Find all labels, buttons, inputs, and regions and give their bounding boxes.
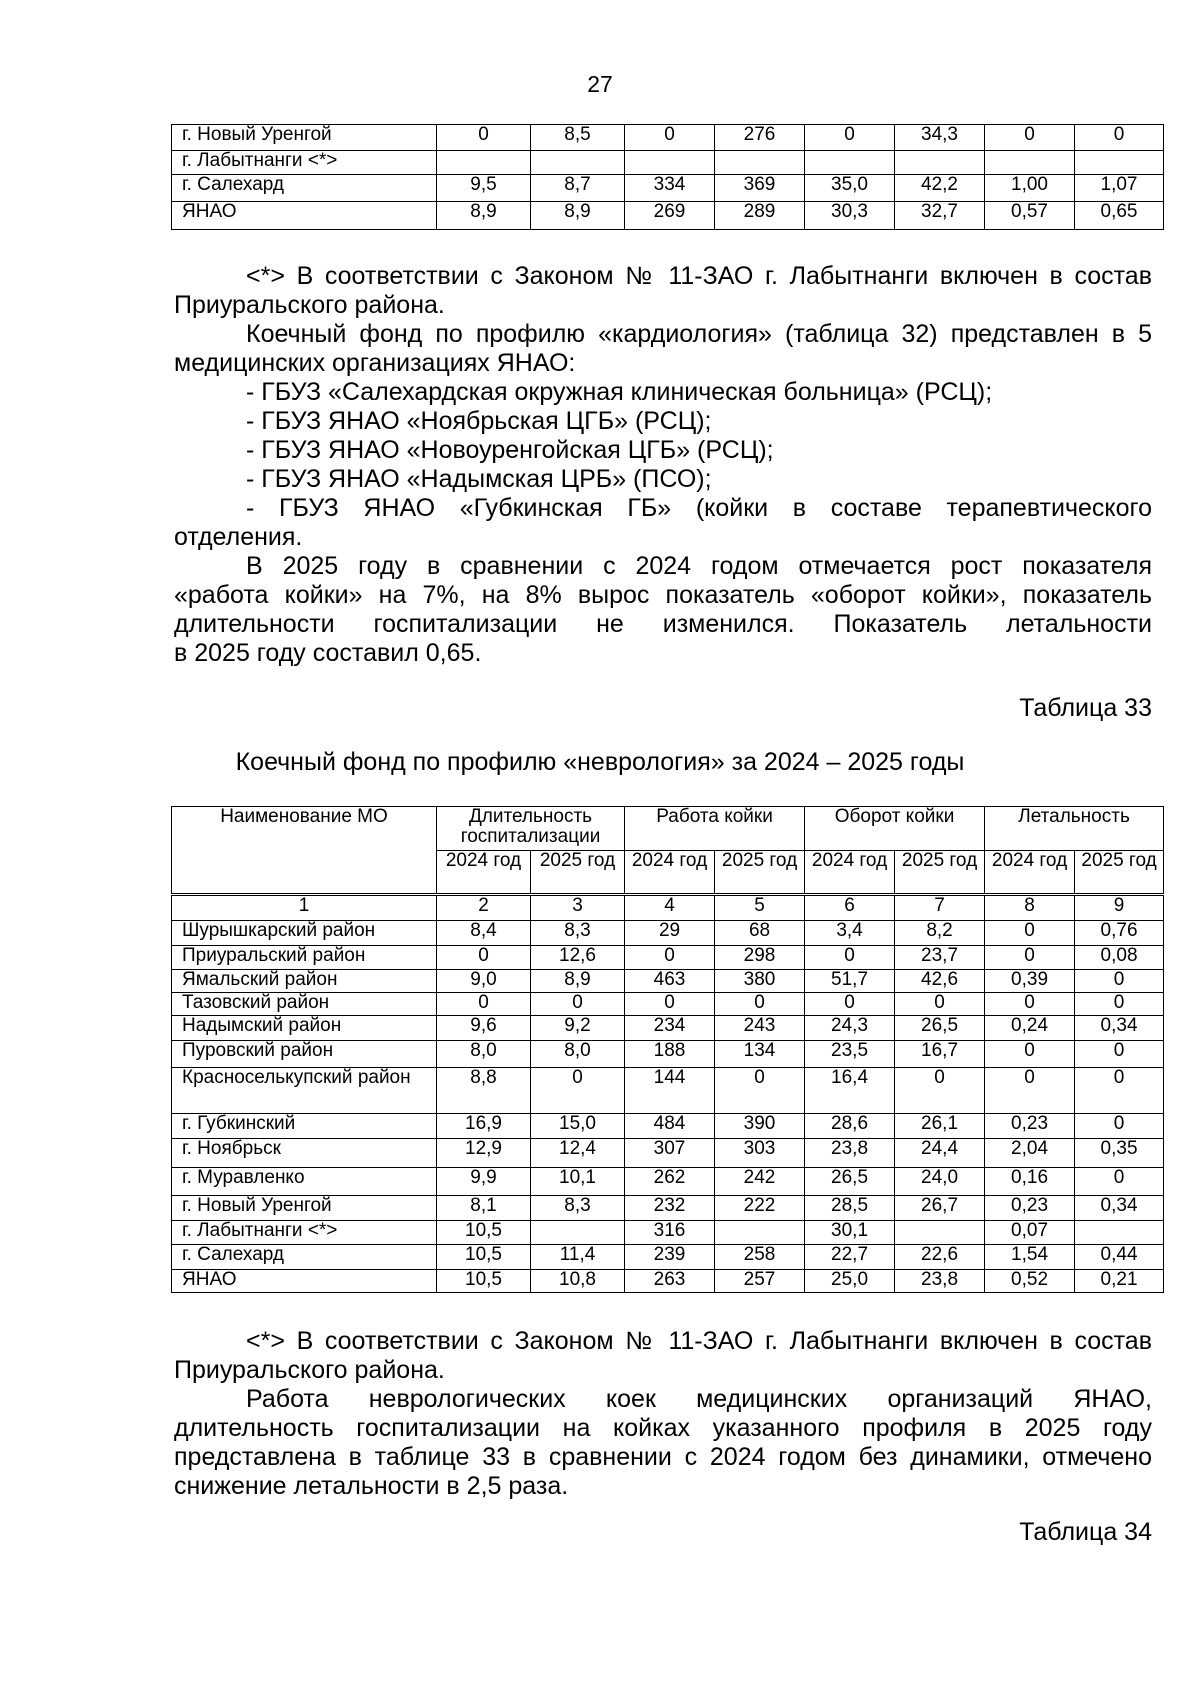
row-name: г. Салехард [172, 175, 437, 202]
list-item: - ГБУЗ ЯНАО «Надымская ЦРБ» (ПСО); [246, 465, 712, 493]
table-cell: 0 [1075, 970, 1164, 993]
table-cell: 0 [625, 993, 715, 1016]
table-row [172, 202, 1164, 230]
table-row [172, 1139, 1164, 1168]
column-number: 7 [895, 895, 985, 921]
table-cell: 1,07 [1075, 175, 1164, 202]
header-group: Работа койки [625, 807, 805, 851]
summary-line: снижение летальности в 2,5 раза. [174, 1472, 569, 1500]
table-row [172, 1114, 1164, 1139]
table-cell: 32,7 [895, 202, 985, 230]
table-cell: 0 [985, 1041, 1075, 1068]
row-name: Приуральский район [172, 946, 437, 970]
table-cell: 29 [625, 921, 715, 946]
row-name: г. Губкинский [172, 1114, 437, 1139]
table-cell: 8,1 [437, 1196, 531, 1221]
table-cell: 23,7 [895, 946, 985, 970]
table-cell: 8,9 [531, 970, 625, 993]
table-cell: 0,16 [985, 1168, 1075, 1196]
header-year: 2025 год [715, 851, 805, 895]
table-cell: 26,5 [895, 1016, 985, 1041]
summary-line: В 2025 году в сравнении с 2024 годом отмечается рост показателя [246, 552, 1152, 580]
table-cell: 30,3 [805, 202, 895, 230]
row-name: ЯНАО [172, 1270, 437, 1293]
table-cell: 15,0 [531, 1114, 625, 1139]
table-row [172, 993, 1164, 1016]
table-32-continuation [171, 124, 1164, 230]
table-cell: 0,44 [1075, 1245, 1164, 1270]
column-number: 8 [985, 895, 1075, 921]
table-cell [895, 1221, 985, 1245]
row-name: Шурышкарский район [172, 921, 437, 946]
table-cell: 463 [625, 970, 715, 993]
table-row [172, 151, 1164, 175]
table-cell: 26,5 [805, 1168, 895, 1196]
table-cell: 8,4 [437, 921, 531, 946]
table-cell: 0,23 [985, 1114, 1075, 1139]
table-cell: 0 [985, 125, 1075, 151]
list-item: - ГБУЗ «Салехардская окружная клиническая больница» (РСЦ); [246, 378, 993, 406]
table-cell: 28,5 [805, 1196, 895, 1221]
table-cell: 380 [715, 970, 805, 993]
table-cell: 0 [985, 946, 1075, 970]
table-row [172, 1245, 1164, 1270]
row-name: г. Ноябрьск [172, 1139, 437, 1168]
table-cell [805, 151, 895, 175]
table-cell: 26,1 [895, 1114, 985, 1139]
table-cell: 0 [985, 1068, 1075, 1114]
row-name: Красноселькупский район [172, 1068, 437, 1114]
table-cell: 0,23 [985, 1196, 1075, 1221]
row-name: г. Лабытнанги <*> [172, 151, 437, 175]
table-cell: 0 [895, 993, 985, 1016]
header-group: Оборот койки [805, 807, 985, 851]
row-name: Пуровский район [172, 1041, 437, 1068]
table-cell: 0,39 [985, 970, 1075, 993]
column-number: 5 [715, 895, 805, 921]
table-cell: 0 [1075, 993, 1164, 1016]
table-row [172, 1168, 1164, 1196]
table-cell: 8,8 [437, 1068, 531, 1114]
list-item: - ГБУЗ ЯНАО «Ноябрьская ЦГБ» (РСЦ); [246, 407, 712, 435]
table-row [172, 1221, 1164, 1245]
header-group: Длительность госпитализации [437, 807, 625, 851]
table-cell: 0 [895, 1068, 985, 1114]
header-year: 2024 год [805, 851, 895, 895]
table-cell: 12,6 [531, 946, 625, 970]
table-cell [715, 151, 805, 175]
table-cell: 257 [715, 1270, 805, 1293]
table-cell: 9,9 [437, 1168, 531, 1196]
row-name: г. Салехард [172, 1245, 437, 1270]
page-number: 27 [587, 71, 613, 97]
table-cell [531, 1221, 625, 1245]
table-row [172, 1196, 1164, 1221]
table-cell: 242 [715, 1168, 805, 1196]
table-cell: 10,8 [531, 1270, 625, 1293]
table-cell: 9,6 [437, 1016, 531, 1041]
row-name: г. Муравленко [172, 1168, 437, 1196]
footnote-line: Приуральского района. [174, 291, 445, 319]
table-cell [985, 151, 1075, 175]
table-row [172, 175, 1164, 202]
table-cell: 12,4 [531, 1139, 625, 1168]
row-name: Тазовский район [172, 993, 437, 1016]
header-year: 2025 год [1075, 851, 1164, 895]
footnote-line: <*> В соответствии с Законом № 11-ЗАО г. Лабытнанги включен в состав [246, 1327, 1152, 1355]
table-33-label: Таблица 33 [1019, 694, 1152, 722]
table-cell: 0 [805, 946, 895, 970]
table-cell: 68 [715, 921, 805, 946]
table-cell: 0,57 [985, 202, 1075, 230]
table-cell [715, 1221, 805, 1245]
row-name: г. Новый Уренгой [172, 125, 437, 151]
table-cell: 0 [625, 125, 715, 151]
table-cell: 303 [715, 1139, 805, 1168]
header-year: 2024 год [985, 851, 1075, 895]
table-cell: 0 [805, 125, 895, 151]
table-cell: 42,2 [895, 175, 985, 202]
intro-line: Коечный фонд по профилю «кардиология» (таблица 32) представлен в 5 [246, 320, 1152, 348]
table-cell: 0 [437, 993, 531, 1016]
table-cell: 369 [715, 175, 805, 202]
table-cell: 0 [531, 993, 625, 1016]
table-cell: 258 [715, 1245, 805, 1270]
table-cell: 0,08 [1075, 946, 1164, 970]
table-cell: 10,5 [437, 1221, 531, 1245]
table-cell: 0 [531, 1068, 625, 1114]
header-name: Наименование МО [172, 807, 437, 895]
table-cell: 22,6 [895, 1245, 985, 1270]
text-block-2 [174, 1327, 1152, 1501]
summary-line: представлена в таблице 33 в сравнении с 2024 годом без динамики, отмечено [174, 1443, 1152, 1471]
table-cell [895, 151, 985, 175]
table-cell [1075, 151, 1164, 175]
column-number-row [172, 895, 1164, 921]
table-cell [531, 151, 625, 175]
table-cell: 232 [625, 1196, 715, 1221]
table-cell: 25,0 [805, 1270, 895, 1293]
table-row [172, 1016, 1164, 1041]
column-number: 1 [172, 895, 437, 921]
table-row [172, 1068, 1164, 1114]
table-cell: 484 [625, 1114, 715, 1139]
summary-line: Работа неврологических коек медицинских организаций ЯНАО, [246, 1385, 1152, 1413]
table-cell: 316 [625, 1221, 715, 1245]
table-cell: 0,76 [1075, 921, 1164, 946]
header-year: 2025 год [895, 851, 985, 895]
table-cell: 8,9 [437, 202, 531, 230]
table-cell: 8,2 [895, 921, 985, 946]
table-cell: 9,0 [437, 970, 531, 993]
table-cell: 24,4 [895, 1139, 985, 1168]
table-cell: 26,7 [895, 1196, 985, 1221]
table-cell: 23,8 [805, 1139, 895, 1168]
table-cell: 262 [625, 1168, 715, 1196]
table-cell: 9,5 [437, 175, 531, 202]
table-cell: 23,8 [895, 1270, 985, 1293]
column-number: 6 [805, 895, 895, 921]
table-cell [437, 151, 531, 175]
table-cell: 10,5 [437, 1245, 531, 1270]
row-name: г. Новый Уренгой [172, 1196, 437, 1221]
table-cell: 263 [625, 1270, 715, 1293]
table-cell [625, 151, 715, 175]
header-group: Летальность [985, 807, 1164, 851]
table-cell: 390 [715, 1114, 805, 1139]
table-cell: 289 [715, 202, 805, 230]
table-cell: 28,6 [805, 1114, 895, 1139]
table-cell: 222 [715, 1196, 805, 1221]
table-cell: 188 [625, 1041, 715, 1068]
table-cell: 8,3 [531, 1196, 625, 1221]
row-name: ЯНАО [172, 202, 437, 230]
table-row [172, 970, 1164, 993]
table-cell: 298 [715, 946, 805, 970]
table-cell: 8,0 [531, 1041, 625, 1068]
table-cell: 0,34 [1075, 1196, 1164, 1221]
header-year: 2024 год [437, 851, 531, 895]
table-cell: 35,0 [805, 175, 895, 202]
table-cell: 0 [715, 993, 805, 1016]
header-year: 2025 год [531, 851, 625, 895]
table-cell: 1,00 [985, 175, 1075, 202]
table-cell: 0,07 [985, 1221, 1075, 1245]
table-cell: 0 [715, 1068, 805, 1114]
table-cell: 30,1 [805, 1221, 895, 1245]
table-cell: 11,4 [531, 1245, 625, 1270]
table-cell: 234 [625, 1016, 715, 1041]
footnote-line: <*> В соответствии с Законом № 11-ЗАО г. Лабытнанги включен в состав [246, 262, 1152, 290]
table-cell: 0,65 [1075, 202, 1164, 230]
table-cell: 134 [715, 1041, 805, 1068]
table-cell: 0,34 [1075, 1016, 1164, 1041]
summary-line: длительность госпитализации на койках указанного профиля в 2025 году [174, 1414, 1152, 1442]
column-number: 9 [1075, 895, 1164, 921]
table-cell: 0,24 [985, 1016, 1075, 1041]
table-cell: 10,1 [531, 1168, 625, 1196]
table-cell: 0,52 [985, 1270, 1075, 1293]
table-33-title: Коечный фонд по профилю «неврология» за 2024 – 2025 годы [235, 748, 965, 776]
list-item: - ГБУЗ ЯНАО «Новоуренгойская ЦГБ» (РСЦ); [246, 436, 774, 464]
table-cell: 9,2 [531, 1016, 625, 1041]
table-cell: 243 [715, 1016, 805, 1041]
table-cell: 2,04 [985, 1139, 1075, 1168]
table-cell: 269 [625, 202, 715, 230]
footnote-line: Приуральского района. [174, 1356, 445, 1384]
table-cell: 0 [1075, 1168, 1164, 1196]
table-cell: 8,9 [531, 202, 625, 230]
table-34-label: Таблица 34 [1019, 1518, 1152, 1546]
table-cell: 24,0 [895, 1168, 985, 1196]
row-name: Надымский район [172, 1016, 437, 1041]
table-row [172, 1270, 1164, 1293]
table-cell: 22,7 [805, 1245, 895, 1270]
table-cell: 42,6 [895, 970, 985, 993]
column-number: 2 [437, 895, 531, 921]
table-cell: 12,9 [437, 1139, 531, 1168]
list-item-continuation: отделения. [174, 523, 303, 551]
table-cell: 8,5 [531, 125, 625, 151]
row-name: Ямальский район [172, 970, 437, 993]
table-cell: 8,7 [531, 175, 625, 202]
table-cell: 3,4 [805, 921, 895, 946]
table-cell: 307 [625, 1139, 715, 1168]
summary-line: «работа койки» на 7%, на 8% вырос показатель «оборот койки», показатель [174, 581, 1152, 609]
row-name: г. Лабытнанги <*> [172, 1221, 437, 1245]
table-cell: 10,5 [437, 1270, 531, 1293]
table-cell: 0 [1075, 125, 1164, 151]
table-cell: 0 [625, 946, 715, 970]
intro-line: медицинских организациях ЯНАО: [174, 349, 576, 377]
table-cell: 8,3 [531, 921, 625, 946]
table-cell: 8,0 [437, 1041, 531, 1068]
table-row [172, 946, 1164, 970]
table-cell: 334 [625, 175, 715, 202]
text-block-1 [174, 262, 1152, 668]
table-cell: 0 [1075, 1041, 1164, 1068]
table-cell: 0,35 [1075, 1139, 1164, 1168]
table-cell: 0 [1075, 1068, 1164, 1114]
table-cell: 0 [437, 125, 531, 151]
table-33 [171, 806, 1164, 1293]
table-cell: 144 [625, 1068, 715, 1114]
table-cell: 276 [715, 125, 805, 151]
table-cell: 1,54 [985, 1245, 1075, 1270]
table-cell: 16,9 [437, 1114, 531, 1139]
summary-line: длительности госпитализации не изменился. Показатель летальности [174, 610, 1152, 638]
list-item: - ГБУЗ ЯНАО «Губкинская ГБ» (койки в составе терапевтического [246, 494, 1152, 522]
table-cell: 24,3 [805, 1016, 895, 1041]
column-number: 4 [625, 895, 715, 921]
table-cell: 23,5 [805, 1041, 895, 1068]
column-number: 3 [531, 895, 625, 921]
table-row [172, 1041, 1164, 1068]
table-row [172, 125, 1164, 151]
summary-line: в 2025 году составил 0,65. [174, 639, 482, 667]
table-cell: 0 [805, 993, 895, 1016]
table-cell: 239 [625, 1245, 715, 1270]
table-cell: 0 [1075, 1114, 1164, 1139]
table-cell: 16,7 [895, 1041, 985, 1068]
table-cell [1075, 1221, 1164, 1245]
table-cell: 0 [985, 993, 1075, 1016]
table-cell: 34,3 [895, 125, 985, 151]
table-cell: 0 [437, 946, 531, 970]
header-year: 2024 год [625, 851, 715, 895]
table-cell: 0,21 [1075, 1270, 1164, 1293]
table-row [172, 921, 1164, 946]
table-cell: 16,4 [805, 1068, 895, 1114]
table-cell: 0 [985, 921, 1075, 946]
table-cell: 51,7 [805, 970, 895, 993]
